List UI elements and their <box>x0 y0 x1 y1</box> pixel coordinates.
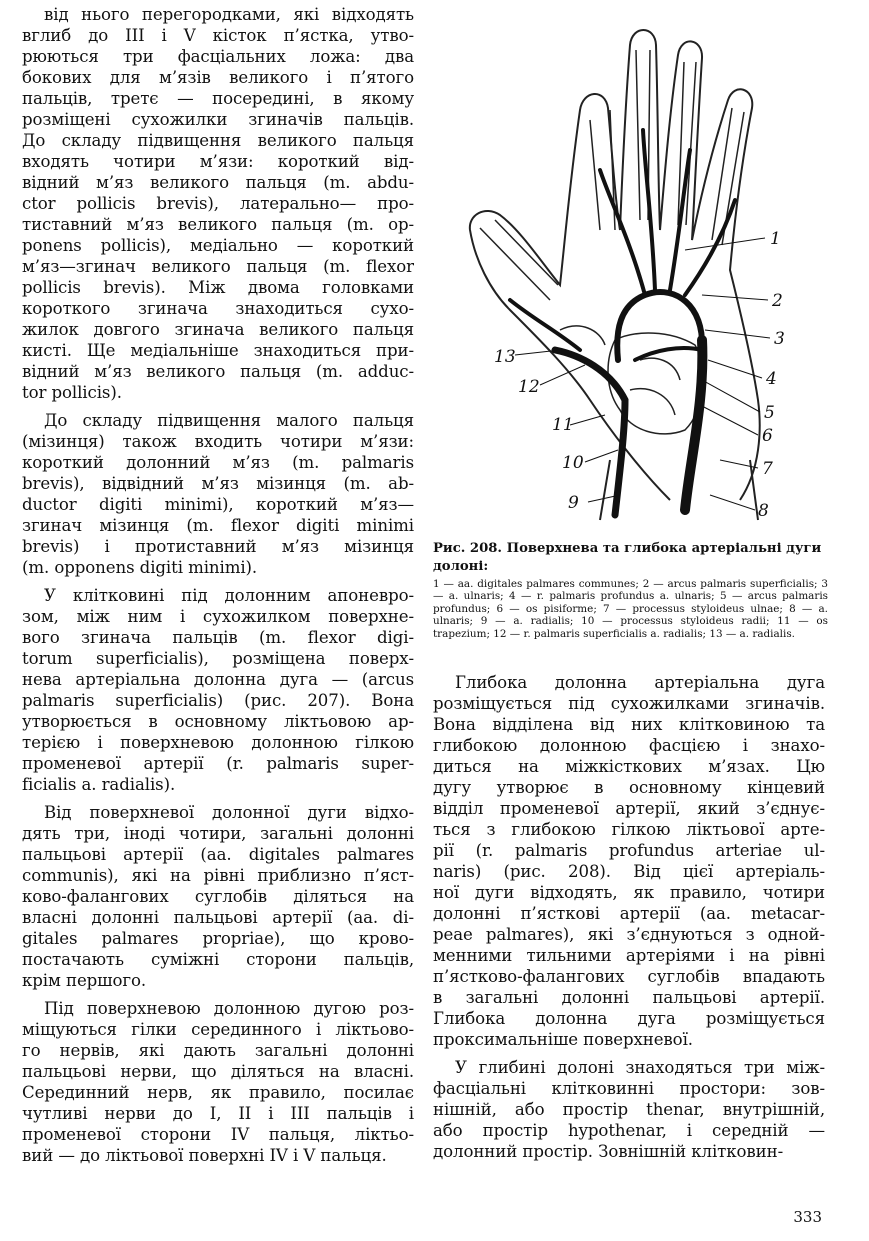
text-line: відний м’яз великого пальця (m. adduc- <box>22 362 414 381</box>
ulnar-artery <box>685 340 702 510</box>
text-line: долонний простір. Зовнішній клітковин- <box>433 1142 784 1161</box>
label-6: 6 <box>762 426 773 446</box>
label-5: 5 <box>764 403 775 423</box>
text-line: проксимальніше поверхневої. <box>433 1030 693 1049</box>
text-line: долонні п’ясткові артерії (aa. metacar- <box>433 904 825 923</box>
paragraph <box>22 4 414 403</box>
text-line: диться на міжкісткових м’язах. Цю <box>433 757 825 776</box>
text-line: вого згинача пальців (m. flexor digi- <box>22 628 414 647</box>
caption-title: Рис. 208. Поверхнева та глибока артеріальні дуги долоні: <box>433 541 822 574</box>
paragraph <box>433 672 825 1050</box>
page-number: 333 <box>793 1208 822 1226</box>
text-line: Глибока долонна артеріальна дуга <box>455 673 825 692</box>
text-line: У клітковині під долонним апоневро- <box>44 586 414 605</box>
label-4: 4 <box>766 369 777 389</box>
thumb-artery <box>510 300 580 350</box>
text-line: м’яз—згинач великого пальця (m. flexor <box>22 257 414 276</box>
text-line: рюються три фасціальних ложа: два <box>22 47 414 66</box>
text-line: communis), які на рівні приблизно п’яст- <box>22 866 414 885</box>
hand-outline <box>470 30 760 500</box>
text-line: Глибока долонна дуга розміщується <box>433 1009 825 1028</box>
label-11: 11 <box>552 415 574 435</box>
text-line: palmaris superficialis) (рис. 207). Вона <box>22 691 414 710</box>
text-line: рії (r. palmaris profundus arteriae ul- <box>433 841 825 860</box>
text-line: (мізинця) також входить чотири м’язи: <box>22 432 414 451</box>
text-line: вий — до ліктьової поверхні IV і V пальця. <box>22 1146 387 1165</box>
text-line: терією і поверхневою долонною гілкою <box>22 733 414 752</box>
text-line: фасціальні клітковинні простори: зов- <box>433 1079 825 1098</box>
text-line: До складу підвищення великого пальця <box>22 131 414 150</box>
text-line: розміщується під сухожилками згиначів. <box>433 694 825 713</box>
text-line: У глибині долоні знаходяться три між- <box>455 1058 825 1077</box>
text-line: короткий долонний м’яз (m. palmaris <box>22 453 414 472</box>
hand-illustration <box>440 0 840 530</box>
left-column <box>22 4 414 1173</box>
text-line: До складу підвищення малого пальця <box>44 411 414 430</box>
text-line: пальцьові артерії (aa. digitales palmares <box>22 845 414 864</box>
text-line: Серединний нерв, як правило, посилає <box>22 1083 414 1102</box>
text-line: бокових для м’язів великого і п’ятого <box>22 68 414 87</box>
text-line: naris) (рис. 208). Від цієї артеріаль- <box>433 862 825 881</box>
text-line: gitales palmares propriae), що крово- <box>22 929 414 948</box>
text-line: нева артеріальна долонна дуга — (arcus <box>22 670 414 689</box>
text-line: brevis), відвідний м’яз мізинця (m. ab- <box>22 474 414 493</box>
text-line: п’ястково-фалангових суглобів впадають <box>433 967 825 986</box>
text-line: Під поверхневою долонною дугою роз- <box>44 999 414 1018</box>
text-line: Вона відділена від них клітковиною та <box>433 715 825 734</box>
text-line: ково-фалангових суглобів діляться на <box>22 887 414 906</box>
text-line: pollicis brevis). Між двома головками <box>22 278 414 297</box>
text-line: тиставний м’яз великого пальця (m. op- <box>22 215 414 234</box>
text-line: чутливі нерви до I, II і III пальців і <box>22 1104 414 1123</box>
text-line: або простір hypothenar, і середній — <box>433 1121 825 1140</box>
carpal-bones <box>560 326 704 434</box>
text-line: tor pollicis). <box>22 383 122 402</box>
text-line: Від поверхневої долонної дуги відхо- <box>44 803 414 822</box>
text-line: відділ променевої артерії, який з’єднує- <box>433 799 825 818</box>
paragraph <box>22 802 414 991</box>
text-line: дять три, іноді чотири, загальні долонні <box>22 824 414 843</box>
text-line: міщуються гілки серединного і ліктьово- <box>22 1020 414 1039</box>
text-line: (m. opponens digiti minimi). <box>22 558 258 577</box>
text-line: torum superficialis), розміщена поверх- <box>22 649 414 668</box>
text-line: в загальні долонні пальцьові артерії. <box>433 988 825 1007</box>
label-2: 2 <box>772 291 783 311</box>
label-12: 12 <box>518 377 540 397</box>
text-line: вглиб до III і V кісток п’ястка, утво- <box>22 26 414 45</box>
paragraph <box>433 1057 825 1162</box>
text-line: власні долонні пальцьові артерії (aa. di- <box>22 908 414 927</box>
label-10: 10 <box>562 453 584 473</box>
text-line: пальців, третє — посередині, в якому <box>22 89 414 108</box>
text-line: ться з глибокою гілкою ліктьової арте- <box>433 820 825 839</box>
label-9: 9 <box>568 493 579 513</box>
text-line: peae palmares), які з’єднуються з одной- <box>433 925 825 944</box>
caption-legend: 1 — aa. digitales palmares communes; 2 — arcus palmaris superficialis; 3 — a. ulnaris; 4 — r. palmaris profundus a. ulnaris; 5 — arcus palmaris profundus; 6 — os pisiforme; 7 — processus styloideus ulnae; 8 — a. ulnaris; 9 — a. radialis; 10 — processus styloideus radii; 11 — os trapezium; 12 — r. palmaris superficialis a. radialis; 13 — a. radialis. <box>433 578 828 640</box>
text-line: входять чотири м’язи: короткий від- <box>22 152 414 171</box>
text-line: згинач мізинця (m. flexor digiti minimi <box>22 516 414 535</box>
label-3: 3 <box>774 329 785 349</box>
paragraph <box>22 410 414 578</box>
text-line: дугу утворює в основному кінцевий <box>433 778 825 797</box>
text-line: короткого згинача знаходиться сухо- <box>22 299 414 318</box>
text-line: крім першого. <box>22 971 147 990</box>
text-line: розміщені сухожилки згиначів пальців. <box>22 110 414 129</box>
text-line: жилок довгого згинача великого пальця <box>22 320 414 339</box>
label-1: 1 <box>770 229 781 249</box>
figure-caption <box>433 540 828 640</box>
text-line: променевої артерії (r. palmaris super- <box>22 754 414 773</box>
paragraph <box>22 998 414 1166</box>
text-line: ductor digiti minimi), короткий м’яз— <box>22 495 414 514</box>
text-line: менними тильними артеріями і на рівні <box>433 946 825 965</box>
label-13: 13 <box>494 347 516 367</box>
text-line: глибокою долонною фасцією і знахо- <box>433 736 825 755</box>
label-7: 7 <box>762 459 773 479</box>
text-line: від нього перегородками, які відходять <box>44 5 414 24</box>
text-line: утворюється в основному ліктьовою ар- <box>22 712 414 731</box>
text-line: нішній, або простір thenar, внутрішній, <box>433 1100 825 1119</box>
paragraph <box>22 585 414 795</box>
text-line: brevis) і протиставний м’яз мізинця <box>22 537 414 556</box>
text-line: променевої сторони IV пальця, ліктьо- <box>22 1125 414 1144</box>
forearm-outline <box>600 460 758 520</box>
text-line: го нервів, які дають загальні долонні <box>22 1041 414 1060</box>
right-column <box>433 672 825 1169</box>
text-line: відний м’яз великого пальця (m. abdu- <box>22 173 414 192</box>
text-line: постачають суміжні сторони пальців, <box>22 950 414 969</box>
text-line: ctor pollicis brevis), латерально— про- <box>22 194 414 213</box>
text-line: ної дуги відходять, як правило, чотири <box>433 883 825 902</box>
label-8: 8 <box>758 501 769 521</box>
text-line: ponens pollicis), медіально — короткий <box>22 236 414 255</box>
text-line: ficialis a. radialis). <box>22 775 176 794</box>
text-line: зом, між ним і сухожилком поверхне- <box>22 607 414 626</box>
text-line: кисті. Ще медіальніше знаходиться при- <box>22 341 414 360</box>
hand-arteries-figure <box>440 0 840 530</box>
text-line: пальцьові нерви, що діляться на власні. <box>22 1062 414 1081</box>
